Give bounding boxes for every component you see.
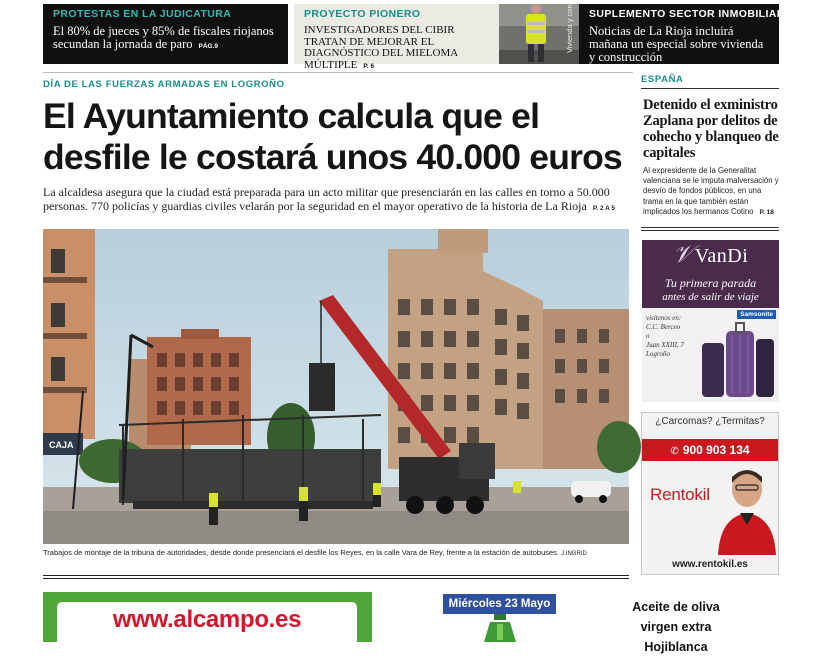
teaser-text: [294, 22, 499, 75]
sidebar-page: P. 18: [759, 208, 774, 216]
oil-bottle-icon: [480, 614, 520, 642]
caption-text: Trabajos de montaje de la tribuna de autoridades, desde donde presenciará el desfile los Reyes, en la calle Vara de Rey, frente a la estación de autobuses.: [43, 548, 560, 557]
divider: [43, 575, 629, 576]
sidebar-body: [643, 166, 781, 218]
teaser-photo-vertical-text: Vivienda y con: [565, 4, 574, 53]
sidebar-headline[interactable]: Detenido el exministro Zaplana por delitos de cohecho y blanqueo de capitales: [643, 97, 779, 161]
teaser-kicker: SUPLEMENTO SECTOR INMOBILIARIO: [589, 8, 797, 20]
photo-caption: [43, 548, 633, 559]
divider: [641, 230, 779, 231]
rentokil-phone: 900 903 134: [682, 443, 750, 457]
suitcase-icon: [700, 321, 776, 401]
divider: [43, 72, 633, 73]
teaser-kicker: PROYECTO PIONERO: [304, 8, 421, 20]
oil-line-1: Aceite de oliva: [632, 600, 720, 614]
rentokil-question: ¿Carcomas? ¿Termitas?: [655, 416, 765, 427]
rentokil-url[interactable]: www.rentokil.es: [672, 559, 748, 570]
ad-alcampo[interactable]: [43, 592, 372, 642]
alcampo-url-box: [57, 602, 357, 642]
divider: [641, 227, 779, 228]
standfirst-pages: P. 2 A 5: [592, 205, 615, 212]
vandi-swirl-icon: 𝒱: [672, 242, 693, 268]
vandi-slogan-1: Tu primera parada: [664, 276, 757, 290]
main-standfirst: [43, 185, 635, 216]
photo-credit: J.INGRID: [561, 551, 587, 557]
rentokil-phone-bar: [642, 439, 778, 461]
main-photo: [43, 229, 629, 544]
vandi-address-line: Juan XXIII, 7: [646, 341, 684, 349]
vandi-slogan-2: antes de salir de viaje: [662, 291, 759, 303]
teaser-proyecto-pionero[interactable]: [294, 4, 499, 71]
teaser-text: Noticias de La Rioja incluirá mañana un especial sobre vivienda y construcción: [589, 24, 764, 64]
rentokil-person-photo: [716, 463, 778, 555]
teaser-page: PÁG.9: [198, 43, 219, 50]
alcampo-url[interactable]: www.alcampo.es: [112, 606, 302, 633]
teaser-text-body: INVESTIGADORES DEL CIBIR TRATAN DE MEJORAR EL DIAGNÓSTICO DEL MIELOMA MÚLTIPLE: [304, 24, 458, 71]
ad-vandi[interactable]: [642, 240, 779, 402]
teaser-photo-worker: [499, 4, 579, 64]
vandi-address-line: Logroño: [646, 350, 670, 358]
sidebar-kicker: ESPAÑA: [641, 74, 684, 85]
teaser-text-body: El 80% de jueces y 85% de fiscales riojanos secundan la jornada de paro: [53, 24, 274, 51]
vandi-bottom-panel: [642, 308, 779, 402]
vandi-address-line: o: [646, 332, 650, 340]
vandi-logo: [642, 242, 779, 269]
oil-promo-text: [612, 597, 740, 657]
sidebar-body-text: Al expresidente de la Generalitat valenciana se le imputa malversación y desvío de fondos públicos, en una trama en la que también están implicados los hermanos Cotino: [643, 166, 779, 216]
divider: [43, 578, 629, 579]
vandi-address-line: C.C. Berceo: [646, 323, 681, 331]
crane-scene: [43, 229, 629, 544]
teaser-text: [43, 22, 288, 56]
standfirst-text: La alcaldesa asegura que la ciudad está preparada para un acto militar que presenciarán en las calles en torno a 50.000 personas. 770 policías y guardias civiles velarán por la seguridad en el mayor operativo de la historia de La Rioja: [43, 185, 610, 213]
vandi-address: [646, 314, 702, 359]
teaser-kicker: PROTESTAS EN LA JUDICATURA: [53, 8, 232, 20]
vandi-brand: VanDi: [694, 245, 749, 267]
phone-icon: ✆: [670, 446, 679, 457]
promo-date-badge: Miércoles 23 Mayo: [443, 594, 556, 614]
samsonite-badge: Samsonite: [737, 310, 776, 319]
oil-line-2: virgen extra Hojiblanca: [640, 620, 712, 654]
ad-rentokil[interactable]: [641, 412, 779, 575]
teaser-suplemento[interactable]: [579, 4, 797, 64]
teaser-judicatura[interactable]: [43, 4, 288, 64]
photo-sign-caja: CAJA: [49, 440, 74, 450]
main-headline[interactable]: El Ayuntamiento calcula que el desfile le costará unos 40.000 euros: [43, 96, 622, 177]
vandi-address-line: visítenos en:: [646, 314, 682, 322]
main-kicker: DÍA DE LAS FUERZAS ARMADAS EN LOGROÑO: [43, 79, 285, 90]
teaser-page: P. 6: [363, 62, 375, 70]
rentokil-brand: Rentokil: [650, 485, 710, 504]
divider: [641, 88, 779, 89]
